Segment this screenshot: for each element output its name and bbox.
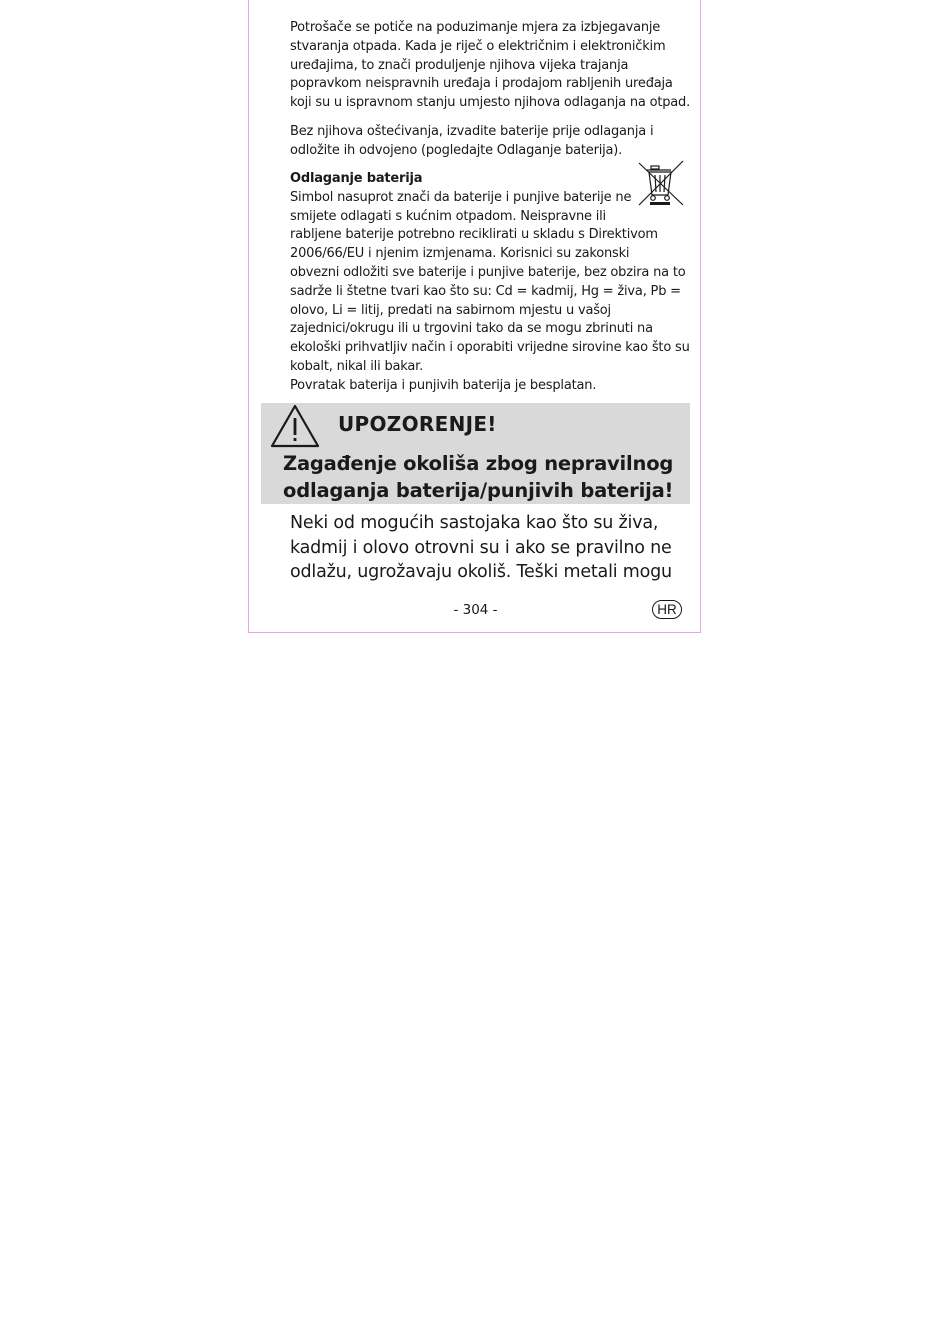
text-line: olovo, Li = litij, predati na sabirnom mjestu u vašoj (290, 302, 611, 318)
paragraph-remove-batteries (290, 123, 682, 161)
text-line: kadmij i olovo otrovni su i ako se pravilno ne (290, 537, 672, 558)
text-line: Potrošače se potiče na poduzimanje mjera za izbjegavanje (290, 20, 661, 35)
warning-subtitle-line: odlaganja baterija/punjivih baterija! (283, 479, 674, 502)
text-line: kobalt, nikal ili bakar. (290, 358, 424, 374)
text-line: odlažu, ugrožavaju okoliš. Teški metali mogu (290, 562, 672, 582)
battery-disposal-section (290, 170, 690, 396)
text-line: rabljene baterije potrebno reciklirati u skladu s Direktivom (290, 227, 658, 243)
text-line: obvezni odložiti sve baterije i punjive baterije, bez obzira na to (290, 264, 686, 280)
text-line: uređajima, to znači produljenje njihova vijeka trajanja (290, 57, 629, 73)
paragraph-toxic-components (290, 511, 682, 585)
manual-page (248, 0, 701, 633)
text-line: Neki od mogućih sastojaka kao što su živa, (290, 513, 659, 533)
section-body (290, 189, 690, 396)
text-line: Simbol nasuprot znači da baterije i punjive baterije ne (290, 189, 632, 205)
text-line: stvaranja otpada. Kada je riječ o električnim i elektroničkim (290, 38, 666, 54)
warning-subtitle-line: Zagađenje okoliša zbog nepravilnog (283, 452, 674, 475)
text-line: Bez njihova oštećivanja, izvadite baterije prije odlaganja i (290, 124, 654, 139)
warning-box (261, 403, 690, 504)
warning-triangle-icon (269, 403, 321, 449)
text-line: sadrže li štetne tvari kao što su: Cd = kadmij, Hg = živa, Pb = (290, 283, 681, 299)
text-line: koji su u ispravnom stanju umjesto njihova odlaganja na otpad. (290, 95, 691, 111)
section-heading: Odlaganje baterija (290, 171, 423, 186)
text-line: 2006/66/EU i njenim izmjenama. Korisnici su zakonski (290, 246, 630, 262)
warning-subtitle (283, 450, 683, 504)
warning-title: UPOZORENJE! (338, 412, 497, 436)
crossed-out-wheelie-bin-icon (637, 159, 685, 207)
text-line: smijete odlagati s kućnim otpadom. Neispravne ili (290, 208, 606, 224)
text-line: ekološki prihvatljiv način i oporabiti vrijedne sirovine kao što su (290, 340, 690, 356)
page-number: - 304 - (453, 602, 498, 618)
text-line: odložite ih odvojeno (pogledajte Odlaganje baterija). (290, 142, 623, 158)
paragraph-waste-prevention (290, 19, 691, 113)
text-line: popravkom neispravnih uređaja i prodajom rabljenih uređaja (290, 76, 673, 92)
text-line: zajednici/okrugu ili u trgovini tako da se mogu zbrinuti na (290, 321, 653, 337)
language-badge: HR (652, 600, 682, 619)
text-line: Povratak baterija i punjivih baterija je besplatan. (290, 377, 597, 393)
